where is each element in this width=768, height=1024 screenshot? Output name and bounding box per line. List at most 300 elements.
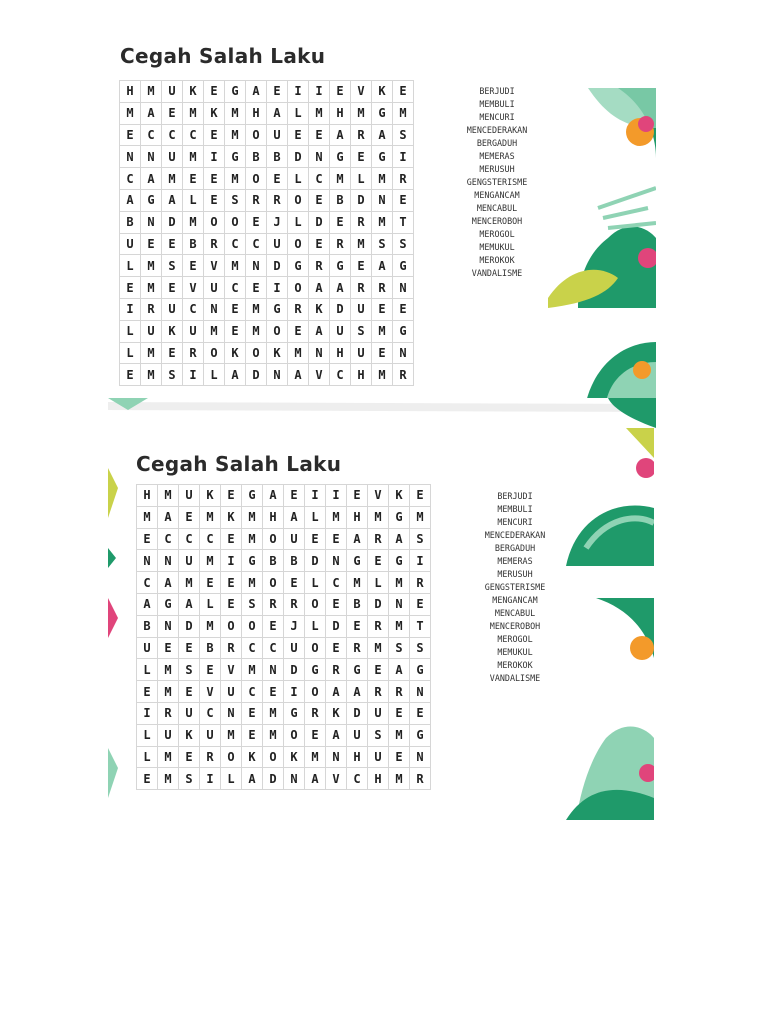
grid-cell: U [351, 298, 372, 320]
grid-cell: U [284, 637, 305, 659]
grid-cell: E [183, 255, 204, 277]
word-list-item: MEROKOK [479, 255, 515, 265]
grid-cell: O [263, 528, 284, 550]
grid-cell: E [267, 168, 288, 190]
grid-cell: A [389, 528, 410, 550]
grid-cell: G [141, 189, 162, 211]
grid-cell: K [389, 485, 410, 507]
grid-cell: R [330, 233, 351, 255]
grid-cell: E [372, 342, 393, 364]
word-list-item: MENCURI [497, 517, 533, 527]
grid-cell: U [330, 320, 351, 342]
grid-cell: V [221, 659, 242, 681]
grid-row [137, 659, 431, 681]
grid-cell: H [351, 364, 372, 386]
grid-cell: B [284, 550, 305, 572]
grid-cell: M [389, 768, 410, 790]
grid-cell: R [372, 277, 393, 299]
grid-cell: U [351, 342, 372, 364]
grid-cell: C [162, 124, 183, 146]
grid-cell: S [389, 637, 410, 659]
grid-cell: M [200, 506, 221, 528]
grid-cell: E [162, 233, 183, 255]
worksheet-title: Cegah Salah Laku [120, 44, 326, 68]
grid-cell: M [183, 211, 204, 233]
grid-cell: K [200, 485, 221, 507]
grid-cell: C [246, 233, 267, 255]
grid-cell: E [305, 724, 326, 746]
grid-cell: M [246, 320, 267, 342]
grid-cell: R [351, 211, 372, 233]
grid-cell: C [179, 528, 200, 550]
word-list-item: MENCABUL [476, 203, 518, 213]
grid-cell: D [263, 768, 284, 790]
grid-cell: N [326, 550, 347, 572]
grid-cell: U [347, 724, 368, 746]
grid-cell: E [288, 320, 309, 342]
grid-cell: L [204, 364, 225, 386]
grid-cell: A [284, 506, 305, 528]
grid-cell: K [326, 702, 347, 724]
grid-cell: E [183, 168, 204, 190]
grid-cell: U [162, 298, 183, 320]
word-list [442, 85, 552, 280]
grid-cell: R [305, 702, 326, 724]
grid-cell: A [372, 255, 393, 277]
grid-cell: I [326, 485, 347, 507]
grid-cell: E [393, 81, 414, 103]
grid-cell: O [305, 637, 326, 659]
grid-cell: E [351, 255, 372, 277]
grid-cell: A [309, 320, 330, 342]
grid-cell: D [179, 615, 200, 637]
grid-cell: E [242, 702, 263, 724]
grid-cell: D [162, 211, 183, 233]
grid-cell: U [267, 233, 288, 255]
grid-cell: M [141, 81, 162, 103]
grid-cell: K [309, 298, 330, 320]
grid-cell: R [263, 593, 284, 615]
word-list-item: VANDALISME [489, 673, 541, 683]
grid-row [120, 277, 414, 299]
grid-cell: A [141, 168, 162, 190]
grid-cell: V [326, 768, 347, 790]
grid-cell: B [200, 637, 221, 659]
grid-cell: M [141, 255, 162, 277]
grid-cell: I [120, 298, 141, 320]
grid-cell: M [221, 724, 242, 746]
grid-cell: B [347, 593, 368, 615]
grid-cell: C [242, 637, 263, 659]
grid-cell: E [305, 528, 326, 550]
grid-cell: O [221, 746, 242, 768]
grid-cell: M [158, 485, 179, 507]
grid-cell: A [347, 528, 368, 550]
grid-cell: E [204, 81, 225, 103]
grid-cell: G [330, 255, 351, 277]
grid-cell: D [330, 298, 351, 320]
grid-cell: S [410, 637, 431, 659]
word-list-item: MENGANCAM [474, 190, 520, 200]
grid-cell: V [309, 364, 330, 386]
grid-cell: E [162, 342, 183, 364]
grid-cell: C [225, 233, 246, 255]
grid-cell: N [246, 255, 267, 277]
grid-row [137, 550, 431, 572]
grid-cell: V [200, 681, 221, 703]
grid-cell: M [204, 320, 225, 342]
grid-cell: U [200, 724, 221, 746]
grid-cell: A [267, 102, 288, 124]
word-list-item: MENGANCAM [492, 595, 538, 605]
grid-cell: E [246, 277, 267, 299]
grid-cell: R [204, 233, 225, 255]
grid-cell: T [393, 211, 414, 233]
grid-row [120, 320, 414, 342]
grid-cell: S [242, 593, 263, 615]
grid-row [120, 211, 414, 233]
grid-cell: E [204, 189, 225, 211]
grid-cell: G [372, 102, 393, 124]
grid-cell: R [183, 342, 204, 364]
grid-cell: C [326, 572, 347, 594]
grid-cell: E [221, 485, 242, 507]
grid-cell: E [263, 681, 284, 703]
grid-cell: V [368, 485, 389, 507]
grid-row [120, 364, 414, 386]
grid-cell: H [347, 506, 368, 528]
grid-cell: G [330, 146, 351, 168]
grid-cell: M [263, 724, 284, 746]
grid-cell: C [347, 768, 368, 790]
grid-cell: E [330, 81, 351, 103]
word-list-item: GENGSTERISME [466, 177, 528, 187]
grid-cell: A [246, 81, 267, 103]
grid-cell: O [267, 320, 288, 342]
grid-cell: I [305, 485, 326, 507]
grid-cell: N [326, 746, 347, 768]
grid-cell: M [263, 702, 284, 724]
grid-cell: M [225, 124, 246, 146]
grid-cell: R [221, 637, 242, 659]
grid-cell: M [162, 168, 183, 190]
grid-cell: M [141, 277, 162, 299]
grid-cell: M [158, 768, 179, 790]
grid-cell: A [120, 189, 141, 211]
torn-paper-band [108, 398, 656, 432]
grid-cell: M [242, 572, 263, 594]
grid-cell: G [410, 724, 431, 746]
grid-row [137, 615, 431, 637]
grid-cell: C [137, 572, 158, 594]
grid-cell: G [347, 550, 368, 572]
grid-cell: E [225, 320, 246, 342]
grid-cell: R [368, 681, 389, 703]
grid-row [137, 485, 431, 507]
grid-cell: O [204, 211, 225, 233]
grid-cell: O [246, 168, 267, 190]
grid-cell: E [221, 528, 242, 550]
grid-cell: E [351, 146, 372, 168]
grid-cell: U [179, 485, 200, 507]
grid-cell: R [368, 528, 389, 550]
grid-cell: E [246, 211, 267, 233]
word-list [460, 490, 570, 685]
grid-row [137, 593, 431, 615]
grid-row [137, 768, 431, 790]
tropical-leaves-decoration [548, 88, 656, 308]
grid-row [120, 124, 414, 146]
grid-cell: H [137, 485, 158, 507]
grid-row [120, 146, 414, 168]
grid-cell: N [263, 659, 284, 681]
grid-cell: R [284, 593, 305, 615]
grid-cell: N [158, 550, 179, 572]
grid-cell: G [288, 255, 309, 277]
grid-cell: E [347, 615, 368, 637]
tropical-leaves-decoration [566, 598, 654, 820]
grid-cell: M [242, 506, 263, 528]
word-list-item: MENCEDERAKAN [484, 530, 546, 540]
grid-cell: M [347, 572, 368, 594]
grid-cell: S [225, 189, 246, 211]
grid-cell: N [410, 681, 431, 703]
tropical-leaves-illustration [108, 428, 120, 820]
grid-cell: M [389, 615, 410, 637]
grid-cell: D [267, 255, 288, 277]
grid-cell: S [162, 255, 183, 277]
grid-row [137, 724, 431, 746]
grid-cell: U [179, 550, 200, 572]
grid-cell: B [263, 550, 284, 572]
grid-cell: U [204, 277, 225, 299]
grid-cell: E [120, 364, 141, 386]
grid-cell: E [179, 506, 200, 528]
grid-cell: I [221, 550, 242, 572]
grid-cell: B [120, 211, 141, 233]
grid-cell: A [137, 593, 158, 615]
grid-cell: M [246, 298, 267, 320]
word-list-item: MENCABUL [494, 608, 536, 618]
grid-cell: K [242, 746, 263, 768]
grid-cell: M [225, 102, 246, 124]
grid-cell: E [141, 233, 162, 255]
grid-cell: O [246, 124, 267, 146]
grid-cell: E [309, 233, 330, 255]
grid-cell: G [389, 506, 410, 528]
grid-cell: C [309, 168, 330, 190]
grid-cell: L [120, 342, 141, 364]
grid-cell: G [225, 81, 246, 103]
word-list-item: MERUSUH [479, 164, 515, 174]
grid-row [137, 746, 431, 768]
word-list-item: MERUSUH [497, 569, 533, 579]
grid-cell: M [393, 102, 414, 124]
grid-cell: A [389, 659, 410, 681]
grid-cell: E [389, 702, 410, 724]
letter-grid [119, 80, 414, 386]
grid-cell: R [347, 637, 368, 659]
grid-row [120, 189, 414, 211]
grid-cell: N [137, 550, 158, 572]
grid-cell: S [162, 364, 183, 386]
grid-cell: E [179, 637, 200, 659]
word-list-item: MEMERAS [479, 151, 515, 161]
grid-cell: C [225, 277, 246, 299]
grid-cell: E [242, 724, 263, 746]
word-list-item: BERJUDI [479, 86, 515, 96]
grid-cell: O [288, 233, 309, 255]
grid-cell: K [179, 724, 200, 746]
grid-cell: O [246, 342, 267, 364]
grid-cell: A [179, 593, 200, 615]
grid-row [120, 298, 414, 320]
grid-cell: E [389, 746, 410, 768]
grid-cell: D [347, 702, 368, 724]
grid-cell: K [183, 81, 204, 103]
grid-cell: S [372, 233, 393, 255]
grid-cell: G [267, 298, 288, 320]
grid-cell: E [200, 572, 221, 594]
word-list-item: MEMERAS [497, 556, 533, 566]
grid-cell: N [309, 342, 330, 364]
grid-cell: A [372, 124, 393, 146]
grid-cell: S [351, 320, 372, 342]
grid-cell: R [351, 277, 372, 299]
grid-cell: S [393, 233, 414, 255]
grid-cell: N [120, 146, 141, 168]
grid-cell: E [288, 124, 309, 146]
grid-cell: L [305, 572, 326, 594]
worksheet-title: Cegah Salah Laku [136, 452, 342, 476]
grid-cell: D [284, 659, 305, 681]
grid-cell: S [179, 659, 200, 681]
grid-row [137, 702, 431, 724]
grid-cell: E [410, 485, 431, 507]
grid-cell: D [246, 364, 267, 386]
grid-cell: G [158, 593, 179, 615]
worksheet-bottom [108, 428, 654, 820]
grid-row [120, 342, 414, 364]
word-list-item: MEROGOL [479, 229, 515, 239]
grid-cell: G [410, 659, 431, 681]
grid-cell: C [183, 124, 204, 146]
word-list-item: GENGSTERISME [484, 582, 546, 592]
grid-cell: R [200, 746, 221, 768]
grid-cell: R [410, 572, 431, 594]
word-list-item: BERGADUH [494, 543, 536, 553]
grid-cell: H [263, 506, 284, 528]
grid-cell: S [410, 528, 431, 550]
grid-cell: E [221, 572, 242, 594]
grid-cell: E [179, 746, 200, 768]
tropical-leaves-illustration [566, 598, 654, 820]
grid-cell: E [410, 702, 431, 724]
grid-cell: E [309, 124, 330, 146]
grid-cell: R [368, 615, 389, 637]
grid-cell: L [305, 506, 326, 528]
grid-cell: E [204, 168, 225, 190]
grid-cell: G [393, 320, 414, 342]
grid-cell: R [410, 768, 431, 790]
grid-cell: G [305, 659, 326, 681]
grid-cell: R [141, 298, 162, 320]
grid-cell: M [141, 364, 162, 386]
grid-cell: N [393, 342, 414, 364]
grid-cell: N [393, 277, 414, 299]
grid-cell: M [242, 528, 263, 550]
grid-cell: D [351, 189, 372, 211]
grid-cell: I [183, 364, 204, 386]
grid-cell: N [141, 146, 162, 168]
grid-cell: M [368, 637, 389, 659]
grid-cell: M [158, 659, 179, 681]
grid-cell: I [288, 81, 309, 103]
grid-cell: A [158, 572, 179, 594]
grid-row [137, 572, 431, 594]
grid-cell: D [309, 211, 330, 233]
grid-cell: M [351, 102, 372, 124]
grid-cell: E [326, 637, 347, 659]
grid-cell: C [242, 681, 263, 703]
grid-cell: A [288, 364, 309, 386]
grid-cell: H [347, 746, 368, 768]
grid-cell: R [326, 659, 347, 681]
grid-cell: R [393, 364, 414, 386]
grid-cell: U [137, 637, 158, 659]
grid-cell: I [393, 146, 414, 168]
grid-cell: D [368, 593, 389, 615]
grid-cell: U [221, 681, 242, 703]
grid-cell: G [372, 146, 393, 168]
grid-cell: C [200, 528, 221, 550]
grid-cell: K [204, 102, 225, 124]
grid-cell: E [158, 637, 179, 659]
grid-cell: M [389, 724, 410, 746]
grid-cell: O [204, 342, 225, 364]
grid-cell: I [410, 550, 431, 572]
grid-cell: M [410, 506, 431, 528]
grid-cell: U [179, 702, 200, 724]
grid-cell: L [137, 659, 158, 681]
grid-cell: G [242, 485, 263, 507]
grid-cell: L [288, 211, 309, 233]
worksheet-top [108, 40, 656, 402]
letter-grid [136, 484, 431, 790]
word-list-item: MEROKOK [497, 660, 533, 670]
grid-cell: V [183, 277, 204, 299]
grid-cell: A [305, 768, 326, 790]
tropical-leaves-decoration [108, 428, 120, 820]
grid-cell: O [305, 593, 326, 615]
grid-cell: M [137, 506, 158, 528]
tropical-leaves-illustration [576, 342, 656, 402]
grid-cell: U [368, 702, 389, 724]
grid-cell: H [120, 81, 141, 103]
grid-cell: N [141, 211, 162, 233]
grid-cell: M [158, 681, 179, 703]
grid-cell: L [200, 593, 221, 615]
word-list-item: MEMBULI [497, 504, 533, 514]
grid-cell: L [351, 168, 372, 190]
grid-cell: L [183, 189, 204, 211]
grid-cell: C [183, 298, 204, 320]
grid-cell: M [326, 506, 347, 528]
grid-cell: A [309, 277, 330, 299]
grid-cell: U [284, 528, 305, 550]
grid-cell: B [183, 233, 204, 255]
grid-cell: E [200, 659, 221, 681]
